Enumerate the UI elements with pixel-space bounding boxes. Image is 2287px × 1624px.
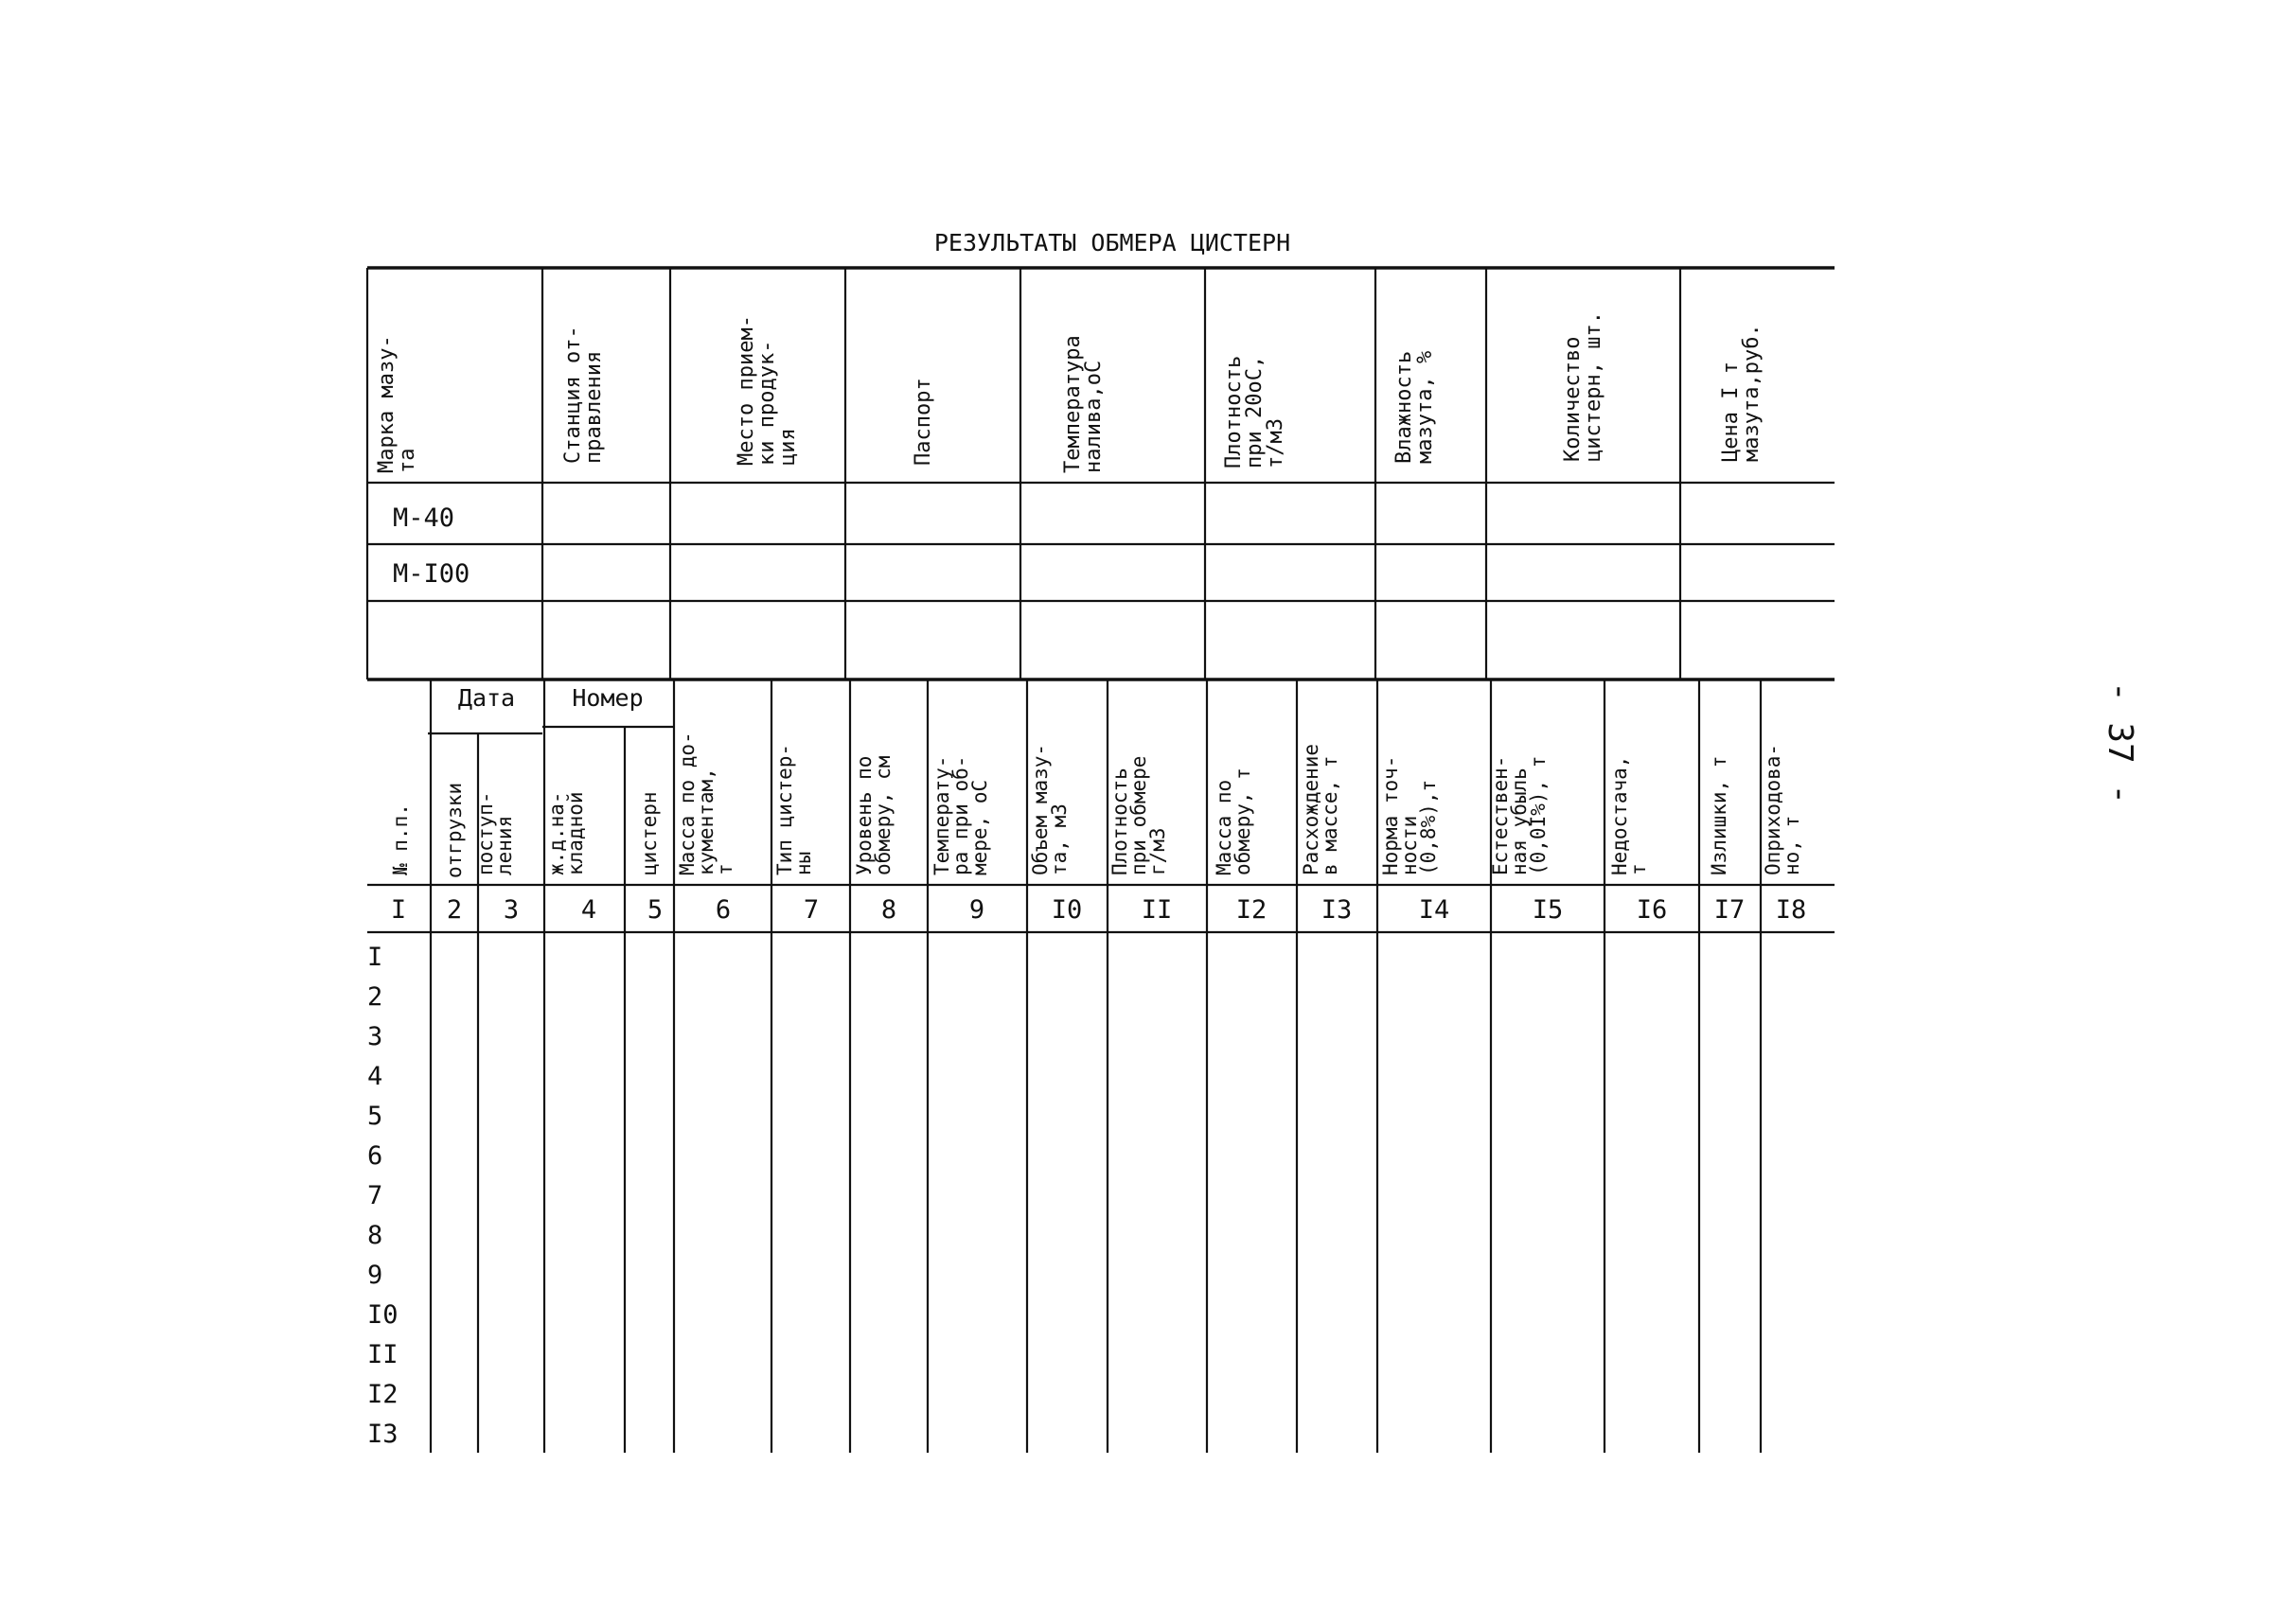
svg-text:Станция от-правления: Станция от-правления — [561, 326, 606, 464]
column-number: 3 — [503, 895, 520, 925]
header-arrival-date — [474, 791, 516, 875]
row-number: 3 — [367, 1022, 383, 1051]
header-natural-loss — [1489, 756, 1550, 875]
header-accuracy-norm — [1379, 756, 1440, 875]
grade-row-m40: М-40 — [393, 503, 455, 533]
row-numbers — [367, 943, 399, 1449]
svg-text:Масса по до-кументам,т: Масса по до-кументам,т — [676, 732, 736, 875]
row-number: 9 — [367, 1261, 383, 1290]
column-number: I4 — [1418, 895, 1450, 925]
svg-text:Масса пообмеру, т: Масса пообмеру, т — [1213, 768, 1254, 875]
header-shortage — [1608, 756, 1650, 875]
column-numbers-row — [391, 895, 1806, 925]
svg-text:Количествоцистерн, шт.: Количествоцистерн, шт. — [1561, 311, 1605, 462]
header-tank-type — [773, 744, 815, 875]
row-number: 4 — [367, 1062, 383, 1091]
row-number: I0 — [367, 1300, 399, 1330]
row-number: 7 — [367, 1181, 383, 1210]
svg-text:Норма точ-ности(0,8%),т: Норма точ-ности(0,8%),т — [1379, 755, 1440, 875]
svg-text:отгрузки: отгрузки — [443, 782, 466, 878]
page-number: - 37 - — [2101, 680, 2139, 805]
header-measured-level — [853, 755, 895, 875]
svg-text:Объем мазу-та, м3: Объем мазу-та, м3 — [1029, 743, 1071, 875]
svg-text:Тип цистер-ны: Тип цистер-ны — [773, 743, 815, 875]
svg-text:Паспорт: Паспорт — [912, 378, 935, 466]
row-number: 5 — [367, 1102, 383, 1131]
svg-text:цистерн: цистерн — [638, 791, 661, 875]
column-number: I8 — [1775, 895, 1807, 925]
row-number: I3 — [367, 1420, 399, 1449]
svg-text:Цена I тмазута,руб.: Цена I тмазута,руб. — [1719, 324, 1764, 462]
header-mazut-volume — [1029, 744, 1071, 875]
column-number: I3 — [1321, 895, 1353, 925]
svg-text:Температураналива,оС: Температураналива,оС — [1061, 335, 1106, 473]
header-measure-temperature — [931, 756, 991, 875]
column-number: I6 — [1636, 895, 1668, 925]
header-measure-density — [1108, 756, 1169, 875]
header-tank-count — [1561, 311, 1605, 462]
column-number: 6 — [715, 895, 732, 925]
svg-text:Оприходова-но, т: Оприходова-но, т — [1762, 743, 1803, 875]
column-number: 2 — [446, 895, 463, 925]
header-shipment-date — [443, 783, 466, 878]
group-header-number: Номер — [572, 684, 644, 712]
svg-text:Влажностьмазута, %: Влажностьмазута, % — [1392, 350, 1437, 464]
svg-text:Недостача,т: Недостача,т — [1608, 755, 1650, 875]
column-number: 8 — [880, 895, 897, 925]
header-fill-temperature — [1061, 335, 1106, 473]
header-receiving-place — [735, 315, 800, 466]
svg-text:ж.д.на-кладной: ж.д.на-кладной — [545, 791, 587, 875]
svg-text:Место прием-ки продук-ция: Место прием-ки продук-ция — [735, 315, 800, 466]
column-number: I2 — [1235, 895, 1268, 925]
bottom-table-headers — [389, 732, 1803, 878]
group-header-date: Дата — [457, 684, 516, 712]
header-passport — [912, 378, 935, 466]
table-title: РЕЗУЛЬТАТЫ ОБМЕРА ЦИСТЕРН — [933, 229, 1291, 256]
row-number: II — [367, 1340, 399, 1369]
row-number: 8 — [367, 1221, 383, 1250]
row-number: I2 — [367, 1380, 399, 1409]
row-number: I — [367, 943, 383, 972]
svg-text:Расхождениев массе, т: Расхождениев массе, т — [1300, 743, 1341, 875]
svg-text:Уровень пообмеру, см: Уровень пообмеру, см — [853, 755, 895, 875]
header-mass-by-documents — [676, 732, 736, 875]
column-number: I7 — [1713, 895, 1746, 925]
column-number: 9 — [968, 895, 985, 925]
column-number: I0 — [1051, 895, 1083, 925]
svg-text:Естествен-ная убыль(0,0I%), т: Естествен-ная убыль(0,0I%), т — [1489, 755, 1550, 875]
svg-text:Излишки, т: Излишки, т — [1708, 755, 1730, 875]
svg-text:Температу-ра при об-мере, оС: Температу-ра при об-мере, оС — [931, 755, 991, 875]
column-number: 5 — [647, 895, 664, 925]
svg-text:№ п.п.: № п.п. — [389, 803, 412, 875]
column-number: 7 — [803, 895, 820, 925]
header-tank-number — [638, 791, 661, 875]
column-number: II — [1141, 895, 1173, 925]
header-posted — [1762, 744, 1803, 875]
column-number: 4 — [580, 895, 597, 925]
header-waybill-number — [545, 791, 587, 875]
header-surplus — [1708, 756, 1730, 875]
header-mazut-humidity — [1392, 351, 1437, 464]
header-price-per-ton — [1719, 324, 1764, 462]
header-departure-station — [561, 326, 606, 464]
column-number: I — [390, 895, 407, 925]
svg-text:поступ-ления: поступ-ления — [474, 791, 516, 875]
header-mass-discrepancy — [1300, 744, 1341, 875]
row-number: 2 — [367, 982, 383, 1012]
svg-text:Плотностьпри 20оС,т/м3: Плотностьпри 20оС,т/м3 — [1222, 355, 1287, 468]
header-measured-mass — [1213, 768, 1254, 875]
top-table-headers — [375, 311, 1764, 473]
header-density-20c — [1222, 356, 1287, 468]
grade-row-m100: М-I00 — [393, 559, 470, 589]
header-row-number — [389, 803, 412, 876]
svg-text:Плотностьпри обмерег/м3: Плотностьпри обмерег/м3 — [1108, 755, 1169, 875]
row-number: 6 — [367, 1141, 383, 1171]
column-number: I5 — [1532, 895, 1564, 925]
header-mazut-grade — [375, 335, 419, 473]
svg-text:Марка мазу-та: Марка мазу-та — [375, 335, 419, 473]
